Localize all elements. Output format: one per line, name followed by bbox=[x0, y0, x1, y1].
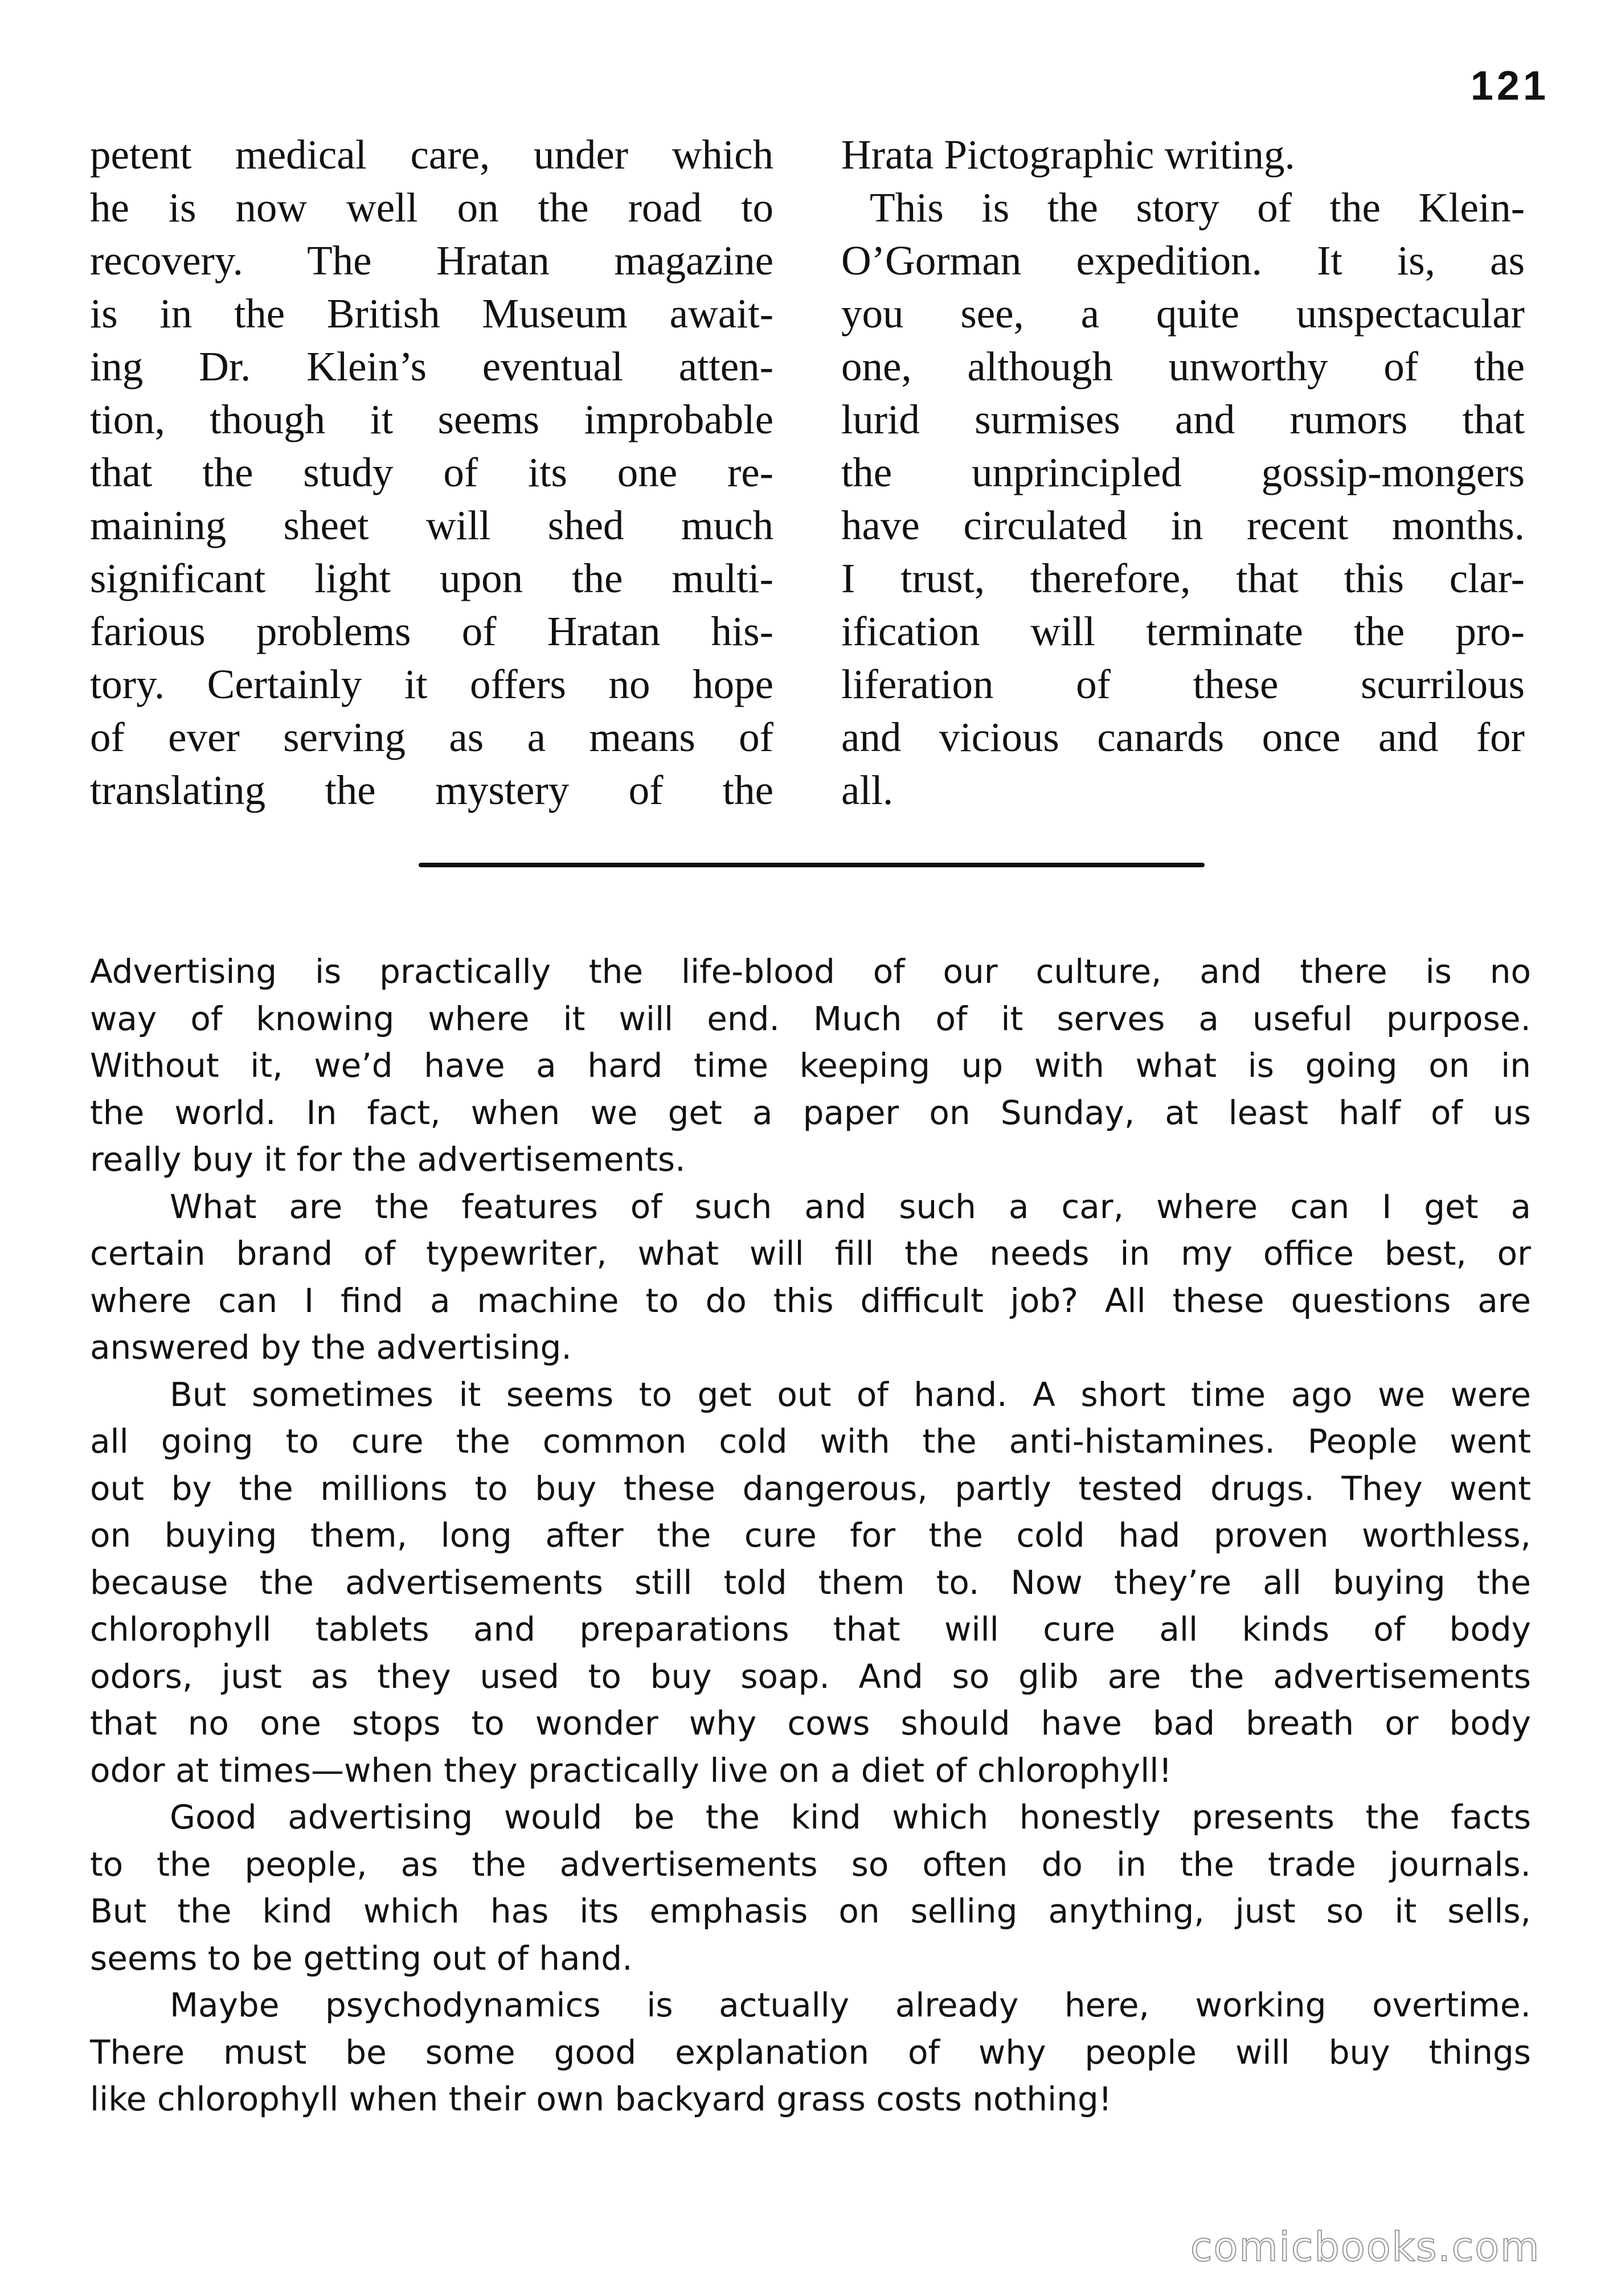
essay-line: odors, just as they used to buy soap. And so glib are the advertisements bbox=[90, 1657, 1531, 1696]
essay-paragraph bbox=[90, 1371, 1531, 1794]
story-line: petent medical care, under which bbox=[90, 132, 773, 178]
essay-line: on buying them, long after the cure for the cold had proven worthless, bbox=[90, 1516, 1531, 1555]
story-line: that the study of its one re- bbox=[90, 449, 773, 495]
story-line: I trust, therefore, that this clar- bbox=[841, 555, 1525, 601]
story-line: ing Dr. Klein’s eventual atten- bbox=[90, 343, 773, 390]
section-divider bbox=[419, 863, 1205, 867]
watermark: comicbooks.com bbox=[1190, 2224, 1541, 2270]
story-line: you see, a quite unspectacular bbox=[841, 290, 1525, 337]
essay-line: Without it, we’d have a hard time keeping up with what is going on in bbox=[90, 1046, 1531, 1085]
story-line: O’Gorman expedition. It is, as bbox=[841, 237, 1525, 284]
essay-line: But sometimes it seems to get out of hand. A short time ago we were bbox=[170, 1375, 1531, 1414]
story-line: farious problems of Hratan his- bbox=[90, 608, 773, 654]
essay-paragraph bbox=[90, 1183, 1531, 1371]
story-line: recovery. The Hratan magazine bbox=[90, 237, 773, 284]
essay-line: like chlorophyll when their own backyard grass costs nothing! bbox=[90, 2080, 1112, 2118]
essay-line: seems to be getting out of hand. bbox=[90, 1938, 633, 1978]
essay-line: Good advertising would be the kind which honestly presents the facts bbox=[170, 1798, 1531, 1836]
story-line: one, although unworthy of the bbox=[841, 343, 1525, 390]
story-line: all. bbox=[841, 767, 894, 813]
essay-line: out by the millions to buy these dangerous, partly tested drugs. They went bbox=[90, 1469, 1531, 1508]
essay-line: all going to cure the common cold with the anti-histamines. People went bbox=[90, 1422, 1531, 1461]
story-line: liferation of these scurrilous bbox=[841, 661, 1525, 707]
essay-line: way of knowing where it will end. Much of it serves a useful purpose. bbox=[90, 999, 1531, 1038]
story-line: This is the story of the Klein- bbox=[870, 184, 1525, 231]
story-line: of ever serving as a means of bbox=[90, 714, 773, 760]
essay-line: There must be some good explanation of why people will buy things bbox=[90, 2032, 1531, 2072]
story-line: ification will terminate the pro- bbox=[841, 608, 1525, 654]
advertising-essay bbox=[90, 948, 1531, 2123]
essay-paragraph bbox=[90, 1982, 1531, 2123]
essay-line: certain brand of typewriter, what will fill the needs in my office best, or bbox=[90, 1234, 1531, 1273]
story-line: translating the mystery of the bbox=[90, 767, 773, 813]
essay-line: odor at times—when they practically live on a diet of chlorophyll! bbox=[90, 1750, 1172, 1790]
story-line: tory. Certainly it offers no hope bbox=[90, 661, 773, 707]
essay-line: that no one stops to wonder why cows should have bad breath or body bbox=[90, 1704, 1531, 1742]
essay-line: Maybe psychodynamics is actually already here, working overtime. bbox=[170, 1986, 1531, 2024]
story-line: is in the British Museum await- bbox=[90, 290, 773, 337]
story-line: Hrata Pictographic writing. bbox=[841, 132, 1295, 178]
essay-paragraph bbox=[90, 1794, 1531, 1982]
story-line: he is now well on the road to bbox=[90, 184, 773, 231]
story-line: tion, though it seems improbable bbox=[90, 396, 773, 442]
essay-paragraph bbox=[90, 948, 1531, 1183]
story-line: the unprincipled gossip-mongers bbox=[841, 449, 1525, 495]
essay-line: the world. In fact, when we get a paper on Sunday, at least half of us bbox=[90, 1093, 1531, 1132]
story-right-column bbox=[841, 128, 1525, 817]
essay-line: to the people, as the advertisements so often do in the trade journals. bbox=[90, 1844, 1531, 1884]
story-line: and vicious canards once and for bbox=[841, 714, 1525, 760]
essay-line: But the kind which has its emphasis on selling anything, just so it sells, bbox=[90, 1892, 1531, 1930]
page-number: 121 bbox=[1470, 63, 1549, 109]
story-left-column bbox=[90, 128, 773, 817]
story-line: lurid surmises and rumors that bbox=[841, 396, 1525, 442]
story-line: significant light upon the multi- bbox=[90, 555, 773, 601]
essay-line: where can I find a machine to do this difficult job? All these questions are bbox=[90, 1281, 1531, 1320]
story-line: have circulated in recent months. bbox=[841, 502, 1525, 548]
essay-line: really buy it for the advertisements. bbox=[90, 1140, 686, 1179]
essay-line: because the advertisements still told them to. Now they’re all buying the bbox=[90, 1563, 1531, 1602]
essay-line: answered by the advertising. bbox=[90, 1328, 572, 1367]
essay-line: What are the features of such and such a car, where can I get a bbox=[170, 1187, 1531, 1226]
essay-line: chlorophyll tablets and preparations that will cure all kinds of body bbox=[90, 1610, 1531, 1649]
story-line: maining sheet will shed much bbox=[90, 502, 773, 548]
essay-line: Advertising is practically the life-blood of our culture, and there is no bbox=[90, 952, 1531, 991]
